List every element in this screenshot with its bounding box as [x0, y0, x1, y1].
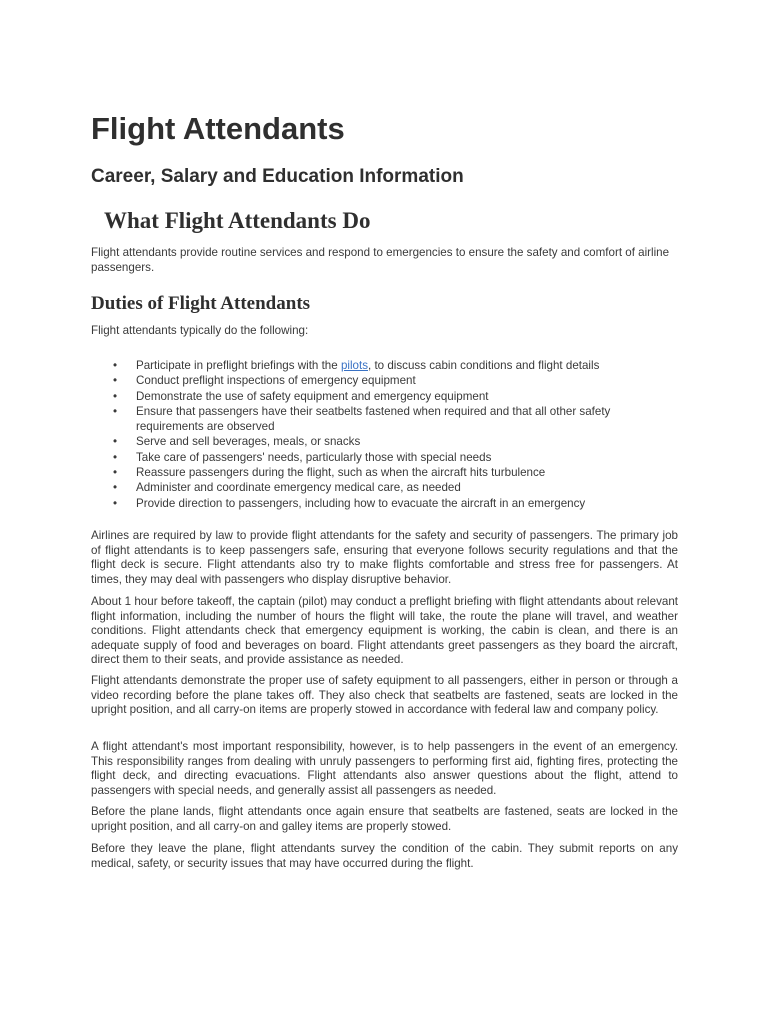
bullet-icon: • — [113, 374, 118, 388]
bullet-icon: • — [113, 481, 118, 495]
list-item — [91, 358, 678, 373]
bullet-icon: • — [113, 496, 118, 510]
list-item — [91, 496, 678, 511]
intro-paragraph: Flight attendants provide routine services and respond to emergencies to ensure the safety and comfort of airline passengers. — [91, 246, 670, 274]
body-paragraph: Airlines are required by law to provide flight attendants for the safety and security of passengers. The primary job of flight attendants is to keep passengers safe, ensuring that everyone follows security regulations and that the flight deck is secure. Flight attendants also try to make flights comfortable and stress free for passengers. At times, they may deal with passengers who display disruptive behavior. — [91, 529, 678, 586]
section-heading-what: What Flight Attendants Do — [104, 208, 371, 233]
list-item — [91, 480, 678, 495]
page-title: Flight Attendants — [91, 111, 345, 146]
body-paragraph: Before they leave the plane, flight attendants survey the condition of the cabin. They submit reports on any medical, safety, or security issues that may have occurred during the flight. — [91, 842, 678, 870]
page-subtitle: Career, Salary and Education Information — [91, 166, 464, 187]
bullet-icon: • — [113, 389, 118, 403]
body-paragraph: A flight attendant's most important responsibility, however, is to help passengers in the event of an emergency. This responsibility ranges from dealing with unruly passengers to performing first aid, fighting fires, protecting the flight deck, and directing evacuations. Flight attendants also answer questions about the flight, attend to passengers with special needs, and generally assist all passengers as needed. — [91, 740, 678, 797]
bullet-icon: • — [113, 450, 118, 464]
list-item-text: Administer and coordinate emergency medical care, as needed — [136, 481, 461, 495]
list-item-text: Reassure passengers during the flight, such as when the aircraft hits turbulence — [136, 466, 546, 480]
list-item-text: Serve and sell beverages, meals, or snacks — [136, 435, 361, 449]
list-item-text: Provide direction to passengers, including how to evacuate the aircraft in an emergency — [136, 496, 586, 510]
duties-list — [91, 358, 678, 511]
list-item — [91, 450, 678, 465]
body-paragraph: About 1 hour before takeoff, the captain (pilot) may conduct a preflight briefing with flight attendants about relevant flight information, including the number of hours the flight will take, the route the plane will travel, and weather conditions. Flight attendants check that emergency equipment is working, the cabin is clean, and there is an adequate supply of food and beverages on board. Flight attendants greet passengers as they board the aircraft, direct them to their seats, and provide assistance as needed. — [91, 595, 678, 666]
section-heading-duties: Duties of Flight Attendants — [91, 293, 311, 314]
list-item — [91, 465, 678, 480]
list-item — [91, 389, 678, 404]
bullet-icon: • — [113, 466, 118, 480]
pilots-link[interactable]: pilots — [340, 359, 369, 372]
list-item — [91, 434, 678, 449]
duties-lead: Flight attendants typically do the following: — [91, 324, 309, 337]
body-paragraph: Before the plane lands, flight attendants once again ensure that seatbelts are fastened, seats are locked in the upright position, and all carry-on and galley items are properly stowed. — [91, 805, 678, 833]
list-item-text: Demonstrate the use of safety equipment and emergency equipment — [136, 389, 489, 403]
list-item-text-after: , to discuss cabin conditions and flight details — [368, 359, 600, 372]
list-item — [91, 373, 678, 388]
bullet-icon: • — [113, 359, 118, 372]
bullet-icon: • — [113, 435, 118, 449]
list-item-text: Take care of passengers' needs, particularly those with special needs — [136, 450, 492, 464]
list-item-text: Conduct preflight inspections of emergency equipment — [136, 374, 416, 388]
body-paragraph: Flight attendants demonstrate the proper use of safety equipment to all passengers, either in person or through a video recording before the plane takes off. They also check that seatbelts are fastened, seats are locked in the upright position, and all carry-on items are properly stowed in accordance with federal law and company policy. — [91, 674, 678, 716]
list-item-text: Ensure that passengers have their seatbelts fastened when required and that all other safety requirements are observed — [136, 404, 611, 434]
list-item — [91, 404, 678, 435]
bullet-icon: • — [113, 404, 118, 418]
list-item-text-before: Participate in preflight briefings with the — [136, 359, 341, 372]
